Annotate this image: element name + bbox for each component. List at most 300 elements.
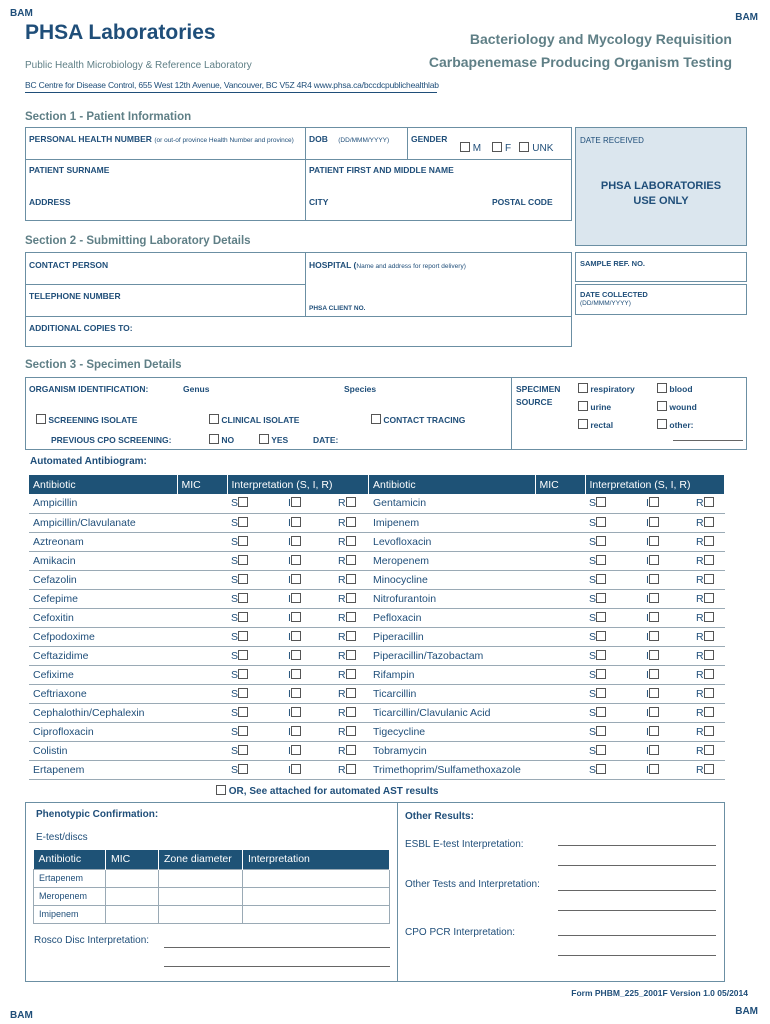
first-name-field[interactable]: PATIENT FIRST AND MIDDLE NAME bbox=[309, 165, 454, 175]
antibiotic-name: Rifampin bbox=[369, 665, 535, 684]
r-checkbox[interactable] bbox=[346, 497, 356, 507]
mic-cell[interactable] bbox=[535, 494, 585, 513]
interpretation-cell: S I R bbox=[227, 741, 369, 760]
interpretation-cell: S I R bbox=[585, 722, 725, 741]
mic-cell[interactable] bbox=[535, 760, 585, 779]
r-checkbox[interactable] bbox=[704, 669, 714, 679]
antibiotic-row bbox=[369, 760, 725, 779]
antibiotic-row bbox=[369, 494, 725, 513]
prev-cpo-no-option[interactable]: NO bbox=[209, 434, 234, 445]
antibiotic-row bbox=[29, 646, 369, 665]
i-checkbox[interactable] bbox=[649, 574, 659, 584]
city-field[interactable]: CITY bbox=[309, 197, 329, 207]
see-attached-option[interactable]: OR, See attached for automated AST results bbox=[216, 785, 438, 797]
mic-cell[interactable] bbox=[177, 532, 227, 551]
clinical-isolate-option[interactable]: CLINICAL ISOLATE bbox=[209, 414, 299, 425]
s-checkbox[interactable] bbox=[238, 707, 248, 717]
s-checkbox[interactable] bbox=[238, 745, 248, 755]
r-checkbox[interactable] bbox=[346, 707, 356, 717]
mic-cell[interactable] bbox=[535, 589, 585, 608]
mic-cell[interactable] bbox=[535, 551, 585, 570]
s-checkbox[interactable] bbox=[596, 574, 606, 584]
esbl-line-1[interactable] bbox=[558, 845, 716, 846]
i-checkbox[interactable] bbox=[291, 574, 301, 584]
r-checkbox[interactable] bbox=[704, 726, 714, 736]
r-checkbox[interactable] bbox=[346, 574, 356, 584]
source-wound[interactable]: wound bbox=[657, 401, 697, 412]
s-checkbox[interactable] bbox=[596, 631, 606, 641]
antibiotic-name: Cephalothin/Cephalexin bbox=[29, 703, 177, 722]
mic-cell[interactable] bbox=[177, 741, 227, 760]
interpretation-cell: S I R bbox=[227, 722, 369, 741]
etest-label: E-test/discs bbox=[36, 832, 88, 843]
section1-title: Section 1 - Patient Information bbox=[25, 111, 192, 123]
mic-cell[interactable] bbox=[177, 646, 227, 665]
patient-info-box bbox=[25, 127, 572, 221]
i-checkbox[interactable] bbox=[291, 669, 301, 679]
telephone-field[interactable]: TELEPHONE NUMBER bbox=[29, 291, 121, 301]
contact-person-field[interactable]: CONTACT PERSON bbox=[29, 260, 109, 270]
antibiotic-name: Cefpodoxime bbox=[29, 627, 177, 646]
organism-id-label: ORGANISM IDENTIFICATION: bbox=[29, 384, 149, 394]
antibiotic-row bbox=[29, 551, 369, 570]
r-checkbox[interactable] bbox=[704, 707, 714, 717]
i-checkbox[interactable] bbox=[291, 536, 301, 546]
r-checkbox[interactable] bbox=[704, 745, 714, 755]
mic-cell[interactable] bbox=[177, 513, 227, 532]
date-received-label: DATE RECEIVED bbox=[580, 136, 644, 145]
antibiotic-name: Amikacin bbox=[29, 551, 177, 570]
additional-copies-field[interactable]: ADDITIONAL COPIES TO: bbox=[29, 323, 133, 333]
s-checkbox[interactable] bbox=[596, 612, 606, 622]
r-checkbox[interactable] bbox=[704, 593, 714, 603]
mic-cell[interactable] bbox=[535, 665, 585, 684]
interpretation-cell: S I R bbox=[227, 570, 369, 589]
use-only-line1: PHSA LABORATORIES bbox=[600, 180, 722, 192]
i-checkbox[interactable] bbox=[649, 555, 659, 565]
ph-antibiotic: Ertapenem bbox=[34, 869, 106, 887]
i-checkbox[interactable] bbox=[649, 593, 659, 603]
interpretation-cell: S I R bbox=[585, 589, 725, 608]
col-antibiotic: Antibiotic bbox=[29, 475, 177, 494]
i-checkbox[interactable] bbox=[649, 517, 659, 527]
blood-checkbox[interactable] bbox=[657, 383, 667, 393]
mic-cell[interactable] bbox=[177, 570, 227, 589]
i-checkbox[interactable] bbox=[291, 650, 301, 660]
i-checkbox[interactable] bbox=[291, 555, 301, 565]
interpretation-cell: S I R bbox=[585, 760, 725, 779]
phenotypic-row bbox=[34, 869, 390, 887]
antibiotic-row bbox=[29, 703, 369, 722]
s-checkbox[interactable] bbox=[238, 517, 248, 527]
screening-isolate-checkbox[interactable] bbox=[36, 414, 46, 424]
antibiotic-row bbox=[369, 722, 725, 741]
s-checkbox[interactable] bbox=[238, 650, 248, 660]
i-checkbox[interactable] bbox=[649, 726, 659, 736]
mic-cell[interactable] bbox=[535, 627, 585, 646]
ph-mic-cell[interactable] bbox=[106, 869, 159, 887]
r-checkbox[interactable] bbox=[704, 536, 714, 546]
antibiotic-name: Nitrofurantoin bbox=[369, 589, 535, 608]
r-checkbox[interactable] bbox=[704, 688, 714, 698]
s-checkbox[interactable] bbox=[596, 688, 606, 698]
antibiotic-name: Levofloxacin bbox=[369, 532, 535, 551]
antibiotic-row bbox=[29, 608, 369, 627]
ph-zone-cell[interactable] bbox=[159, 905, 243, 923]
gender-m-checkbox[interactable] bbox=[460, 142, 470, 152]
antibiotic-name: Trimethoprim/Sulfamethoxazole bbox=[369, 760, 535, 779]
sample-ref-field[interactable] bbox=[575, 252, 747, 282]
i-checkbox[interactable] bbox=[291, 593, 301, 603]
r-checkbox[interactable] bbox=[346, 764, 356, 774]
s-checkbox[interactable] bbox=[596, 707, 606, 717]
r-checkbox[interactable] bbox=[704, 631, 714, 641]
ph-interpretation-cell[interactable] bbox=[243, 905, 390, 923]
antibiotic-name: Ceftriaxone bbox=[29, 684, 177, 703]
cpo-pcr-label: CPO PCR Interpretation: bbox=[405, 927, 516, 938]
date-collected-format: (DD/MMM/YYYY) bbox=[580, 300, 631, 307]
interpretation-cell: S I R bbox=[227, 494, 369, 513]
r-checkbox[interactable] bbox=[704, 497, 714, 507]
antibiotic-name: Meropenem bbox=[369, 551, 535, 570]
i-checkbox[interactable] bbox=[291, 517, 301, 527]
esbl-line-2[interactable] bbox=[558, 865, 716, 866]
other-checkbox[interactable] bbox=[657, 419, 667, 429]
s-checkbox[interactable] bbox=[596, 726, 606, 736]
mic-cell[interactable] bbox=[535, 741, 585, 760]
species-field[interactable]: Species bbox=[344, 384, 377, 394]
i-checkbox[interactable] bbox=[649, 497, 659, 507]
phenotypic-title: Phenotypic Confirmation: bbox=[36, 809, 159, 820]
mic-cell[interactable] bbox=[177, 703, 227, 722]
rectal-checkbox[interactable] bbox=[578, 419, 588, 429]
antibiotic-row bbox=[29, 722, 369, 741]
antibiotic-name: Gentamicin bbox=[369, 494, 535, 513]
form-version: Form PHBM_225_2001F Version 1.0 05/2014 bbox=[571, 988, 748, 998]
bam-top-left: BAM bbox=[10, 8, 33, 19]
rosco-label: Rosco Disc Interpretation: bbox=[34, 935, 150, 946]
r-checkbox[interactable] bbox=[346, 726, 356, 736]
interpretation-cell: S I R bbox=[585, 665, 725, 684]
form-subtitle: Carbapenemase Producing Organism Testing bbox=[428, 54, 732, 70]
mic-cell[interactable] bbox=[535, 513, 585, 532]
antibiotic-name: Cefepime bbox=[29, 589, 177, 608]
interpretation-cell: S I R bbox=[585, 703, 725, 722]
antibiotic-row bbox=[29, 532, 369, 551]
s-checkbox[interactable] bbox=[238, 593, 248, 603]
ph-col-interpretation: Interpretation bbox=[243, 850, 390, 869]
s-checkbox[interactable] bbox=[238, 612, 248, 622]
antibiotic-row bbox=[369, 646, 725, 665]
source-blood[interactable]: blood bbox=[657, 383, 693, 394]
phsa-client-no-field[interactable]: PHSA CLIENT NO. bbox=[309, 305, 366, 312]
screening-isolate-option[interactable]: SCREENING ISOLATE bbox=[36, 414, 137, 425]
antibiotic-row bbox=[29, 684, 369, 703]
mic-cell[interactable] bbox=[177, 684, 227, 703]
r-checkbox[interactable] bbox=[704, 764, 714, 774]
date-collected-field[interactable] bbox=[575, 284, 747, 315]
genus-field[interactable]: Genus bbox=[183, 384, 210, 394]
s-checkbox[interactable] bbox=[238, 574, 248, 584]
antibiotic-row bbox=[29, 589, 369, 608]
bam-bottom-left: BAM bbox=[10, 1010, 33, 1021]
interpretation-cell: S I R bbox=[227, 684, 369, 703]
antibiotic-name: Cefoxitin bbox=[29, 608, 177, 627]
source-other[interactable]: other: bbox=[657, 419, 693, 430]
s-checkbox[interactable] bbox=[238, 764, 248, 774]
i-checkbox[interactable] bbox=[291, 764, 301, 774]
s-checkbox[interactable] bbox=[596, 497, 606, 507]
i-checkbox[interactable] bbox=[291, 612, 301, 622]
antibiotic-name: Colistin bbox=[29, 741, 177, 760]
col-mic: MIC bbox=[177, 475, 227, 494]
col-antibiotic: Antibiotic bbox=[369, 475, 535, 494]
contact-tracing-option[interactable]: CONTACT TRACING bbox=[371, 414, 465, 425]
ph-mic-cell[interactable] bbox=[106, 887, 159, 905]
i-checkbox[interactable] bbox=[291, 688, 301, 698]
i-checkbox[interactable] bbox=[649, 612, 659, 622]
prev-cpo-no-checkbox[interactable] bbox=[209, 434, 219, 444]
s-checkbox[interactable] bbox=[596, 650, 606, 660]
i-checkbox[interactable] bbox=[291, 497, 301, 507]
s-checkbox[interactable] bbox=[238, 536, 248, 546]
specimen-details-box bbox=[25, 377, 747, 450]
r-checkbox[interactable] bbox=[704, 612, 714, 622]
mic-cell[interactable] bbox=[177, 722, 227, 741]
surname-field[interactable]: PATIENT SURNAME bbox=[29, 165, 110, 175]
phenotypic-table bbox=[33, 850, 390, 924]
interpretation-cell: S I R bbox=[585, 684, 725, 703]
i-checkbox[interactable] bbox=[291, 745, 301, 755]
i-checkbox[interactable] bbox=[291, 726, 301, 736]
interpretation-cell: S I R bbox=[585, 608, 725, 627]
i-checkbox[interactable] bbox=[291, 631, 301, 641]
antibiotic-row bbox=[29, 513, 369, 532]
hospital-field[interactable]: HOSPITAL (Name and address for report delivery) bbox=[309, 260, 466, 270]
s-checkbox[interactable] bbox=[596, 555, 606, 565]
postal-code-field[interactable]: POSTAL CODE bbox=[492, 197, 553, 207]
other-tests-line-1[interactable] bbox=[558, 890, 716, 891]
i-checkbox[interactable] bbox=[649, 650, 659, 660]
mic-cell[interactable] bbox=[535, 570, 585, 589]
interpretation-cell: S I R bbox=[585, 494, 725, 513]
section3-title: Section 3 - Specimen Details bbox=[25, 359, 182, 371]
r-checkbox[interactable] bbox=[704, 555, 714, 565]
ph-zone-cell[interactable] bbox=[159, 887, 243, 905]
s-checkbox[interactable] bbox=[238, 631, 248, 641]
prev-cpo-yes-checkbox[interactable] bbox=[259, 434, 269, 444]
i-checkbox[interactable] bbox=[291, 707, 301, 717]
r-checkbox[interactable] bbox=[704, 517, 714, 527]
clinical-isolate-checkbox[interactable] bbox=[209, 414, 219, 424]
source-respiratory[interactable]: respiratory bbox=[578, 383, 635, 394]
interpretation-cell: S I R bbox=[227, 513, 369, 532]
interpretation-cell: S I R bbox=[227, 646, 369, 665]
mic-cell[interactable] bbox=[177, 665, 227, 684]
r-checkbox[interactable] bbox=[346, 669, 356, 679]
i-checkbox[interactable] bbox=[649, 764, 659, 774]
submitting-lab-box bbox=[25, 252, 572, 347]
ph-col-antibiotic: Antibiotic bbox=[34, 850, 106, 869]
interpretation-cell: S I R bbox=[227, 608, 369, 627]
mic-cell[interactable] bbox=[535, 608, 585, 627]
s-checkbox[interactable] bbox=[596, 669, 606, 679]
ph-zone-cell[interactable] bbox=[159, 869, 243, 887]
rosco-line-2[interactable] bbox=[164, 966, 390, 967]
antibiotic-row bbox=[369, 532, 725, 551]
s-checkbox[interactable] bbox=[238, 669, 248, 679]
i-checkbox[interactable] bbox=[649, 631, 659, 641]
i-checkbox[interactable] bbox=[649, 745, 659, 755]
antibiotic-row bbox=[29, 741, 369, 760]
s-checkbox[interactable] bbox=[238, 726, 248, 736]
wound-checkbox[interactable] bbox=[657, 401, 667, 411]
org-name: PHSA Laboratories bbox=[25, 21, 216, 44]
antibiotic-name: Ticarcillin/Clavulanic Acid bbox=[369, 703, 535, 722]
s-checkbox[interactable] bbox=[596, 517, 606, 527]
s-checkbox[interactable] bbox=[238, 497, 248, 507]
s-checkbox[interactable] bbox=[596, 764, 606, 774]
ph-col-zone: Zone diameter bbox=[159, 850, 243, 869]
antibiotic-row bbox=[369, 703, 725, 722]
r-checkbox[interactable] bbox=[346, 536, 356, 546]
r-checkbox[interactable] bbox=[346, 612, 356, 622]
s-checkbox[interactable] bbox=[238, 555, 248, 565]
antibiotic-row bbox=[369, 589, 725, 608]
see-attached-checkbox[interactable] bbox=[216, 785, 226, 795]
antibiotic-name: Piperacillin bbox=[369, 627, 535, 646]
antibiotic-row bbox=[369, 741, 725, 760]
i-checkbox[interactable] bbox=[649, 536, 659, 546]
col-mic: MIC bbox=[535, 475, 585, 494]
antibiotic-name: Cefazolin bbox=[29, 570, 177, 589]
r-checkbox[interactable] bbox=[346, 650, 356, 660]
antibiotic-name: Ampicillin bbox=[29, 494, 177, 513]
cpo-pcr-line-1[interactable] bbox=[558, 935, 716, 936]
s-checkbox[interactable] bbox=[238, 688, 248, 698]
mic-cell[interactable] bbox=[535, 722, 585, 741]
urine-checkbox[interactable] bbox=[578, 401, 588, 411]
r-checkbox[interactable] bbox=[346, 517, 356, 527]
dept-name: Public Health Microbiology & Reference Laboratory bbox=[25, 60, 252, 71]
i-checkbox[interactable] bbox=[649, 707, 659, 717]
gender-options: M F UNK bbox=[460, 142, 553, 154]
phn-field[interactable]: PERSONAL HEALTH NUMBER (or out-of province Health Number and province) bbox=[29, 134, 294, 144]
r-checkbox[interactable] bbox=[704, 650, 714, 660]
interpretation-cell: S I R bbox=[227, 589, 369, 608]
antibiogram-table-left bbox=[29, 475, 369, 780]
antibiotic-name: Ampicillin/Clavulanate bbox=[29, 513, 177, 532]
antibiotic-row bbox=[29, 760, 369, 779]
antibiotic-name: Tigecycline bbox=[369, 722, 535, 741]
interpretation-cell: S I R bbox=[585, 513, 725, 532]
r-checkbox[interactable] bbox=[346, 688, 356, 698]
antibiotic-row bbox=[369, 665, 725, 684]
ph-col-mic: MIC bbox=[106, 850, 159, 869]
prev-cpo-date-field[interactable]: DATE: bbox=[313, 435, 339, 445]
prev-cpo-yes-option[interactable]: YES bbox=[259, 434, 288, 445]
sample-ref-label: SAMPLE REF. NO. bbox=[580, 259, 646, 268]
r-checkbox[interactable] bbox=[346, 555, 356, 565]
antibiotic-row bbox=[369, 627, 725, 646]
rosco-line-1[interactable] bbox=[164, 947, 390, 948]
mic-cell[interactable] bbox=[177, 589, 227, 608]
r-checkbox[interactable] bbox=[346, 593, 356, 603]
bam-top-right: BAM bbox=[735, 12, 758, 23]
antibiotic-name: Ceftazidime bbox=[29, 646, 177, 665]
cpo-pcr-line-2[interactable] bbox=[558, 955, 716, 956]
specimen-source-label: SPECIMEN SOURCE bbox=[516, 384, 561, 407]
gender-unk-checkbox[interactable] bbox=[519, 142, 529, 152]
col-interpretation: Interpretation (S, I, R) bbox=[227, 475, 369, 494]
section2-title: Section 2 - Submitting Laboratory Details bbox=[25, 235, 251, 247]
ph-interpretation-cell[interactable] bbox=[243, 869, 390, 887]
mic-cell[interactable] bbox=[177, 494, 227, 513]
interpretation-cell: S I R bbox=[585, 532, 725, 551]
ph-antibiotic: Meropenem bbox=[34, 887, 106, 905]
r-checkbox[interactable] bbox=[704, 574, 714, 584]
mic-cell[interactable] bbox=[177, 760, 227, 779]
antibiotic-name: Ciprofloxacin bbox=[29, 722, 177, 741]
interpretation-cell: S I R bbox=[585, 741, 725, 760]
antibiotic-row bbox=[29, 570, 369, 589]
col-interpretation: Interpretation (S, I, R) bbox=[585, 475, 725, 494]
address-field[interactable]: ADDRESS bbox=[29, 197, 71, 207]
antibiotic-row bbox=[369, 684, 725, 703]
mic-cell[interactable] bbox=[535, 684, 585, 703]
respiratory-checkbox[interactable] bbox=[578, 383, 588, 393]
antibiotic-name: Aztreonam bbox=[29, 532, 177, 551]
mic-cell[interactable] bbox=[535, 646, 585, 665]
s-checkbox[interactable] bbox=[596, 593, 606, 603]
mic-cell[interactable] bbox=[177, 627, 227, 646]
contact-tracing-checkbox[interactable] bbox=[371, 414, 381, 424]
s-checkbox[interactable] bbox=[596, 536, 606, 546]
antibiotic-row bbox=[369, 570, 725, 589]
antibiotic-row bbox=[369, 513, 725, 532]
s-checkbox[interactable] bbox=[596, 745, 606, 755]
antibiotic-row bbox=[369, 551, 725, 570]
ph-mic-cell[interactable] bbox=[106, 905, 159, 923]
i-checkbox[interactable] bbox=[649, 669, 659, 679]
mic-cell[interactable] bbox=[535, 532, 585, 551]
antibiotic-name: Pefloxacin bbox=[369, 608, 535, 627]
previous-cpo-label: PREVIOUS CPO SCREENING: bbox=[51, 435, 172, 445]
gender-f-checkbox[interactable] bbox=[492, 142, 502, 152]
other-source-line[interactable] bbox=[673, 440, 743, 441]
phenotypic-row bbox=[34, 887, 390, 905]
date-collected-label: DATE COLLECTED bbox=[580, 290, 648, 299]
r-checkbox[interactable] bbox=[346, 745, 356, 755]
other-tests-label: Other Tests and Interpretation: bbox=[405, 879, 540, 890]
source-rectal[interactable]: rectal bbox=[578, 419, 613, 430]
lab-use-box bbox=[575, 127, 747, 246]
mic-cell[interactable] bbox=[177, 608, 227, 627]
source-urine[interactable]: urine bbox=[578, 401, 611, 412]
r-checkbox[interactable] bbox=[346, 631, 356, 641]
antibiotic-name: Tobramycin bbox=[369, 741, 535, 760]
antibiotic-row bbox=[29, 665, 369, 684]
bam-bottom-right: BAM bbox=[735, 1006, 758, 1017]
other-tests-line-2[interactable] bbox=[558, 910, 716, 911]
i-checkbox[interactable] bbox=[649, 688, 659, 698]
mic-cell[interactable] bbox=[535, 703, 585, 722]
mic-cell[interactable] bbox=[177, 551, 227, 570]
dob-field[interactable]: DOB (DD/MMM/YYYY) bbox=[309, 134, 390, 144]
interpretation-cell: S I R bbox=[227, 665, 369, 684]
use-only-line2: USE ONLY bbox=[633, 195, 689, 207]
ph-interpretation-cell[interactable] bbox=[243, 887, 390, 905]
